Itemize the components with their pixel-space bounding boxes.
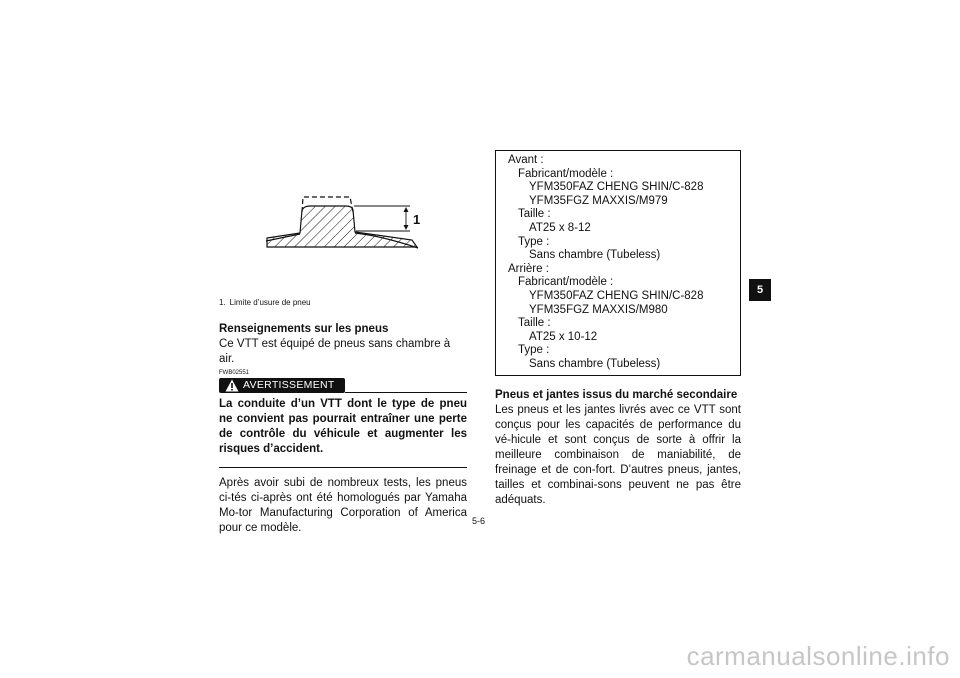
- front-maker-1: YFM350FAZ CHENG SHIN/C-828: [529, 181, 704, 194]
- page-number: 5-6: [472, 516, 486, 526]
- rear-type-label: Type :: [518, 344, 550, 357]
- tire-spec-box: [495, 150, 741, 376]
- front-type-label: Type :: [518, 235, 550, 248]
- rear-label: Arrière :: [508, 262, 549, 275]
- warning-header: [219, 378, 467, 396]
- front-size-label: Taille :: [518, 208, 551, 221]
- warning-triangle-icon: [225, 379, 239, 392]
- rear-size-label: Taille :: [518, 317, 551, 330]
- warning-rule-top: [345, 392, 467, 393]
- warning-label: AVERTISSEMENT: [243, 379, 335, 391]
- front-label: Avant :: [508, 154, 544, 166]
- front-type: Sans chambre (Tubeless): [529, 249, 661, 262]
- warning-badge: [219, 378, 345, 393]
- right-column: [495, 388, 741, 508]
- rear-maker-label: Fabricant/modèle :: [518, 276, 614, 289]
- rear-maker-2: YFM35FGZ MAXXIS/M980: [529, 303, 668, 316]
- diagram-callout: 1: [413, 212, 421, 227]
- front-size: AT25 x 8-12: [529, 221, 591, 234]
- tire-info-heading: Renseignements sur les pneus: [219, 323, 389, 335]
- homologation-text: Après avoir subi de nombreux tests, les pneus ci-tés ci-après ont été homologués par Yamaha Mo-tor Manufacturing Corporation of America pour ce modèle.: [219, 477, 467, 534]
- watermark: carmanualsonline.info: [686, 641, 950, 671]
- caption-text: Limite d’usure de pneu: [229, 298, 311, 307]
- aftermarket-text: Les pneus et les jantes livrés avec ce VTT sont conçus pour les capacités de performance du vé-hicule et sont conçus de sorte à offrir la meilleure combinaison de maniabilité, de freinage et de con-fort. D’autres pneus, jantes, tailles et combinai-sons peuvent ne pas être adéquats.: [495, 404, 741, 506]
- tire-info-intro: Ce VTT est équipé de pneus sans chambre à air.: [219, 338, 451, 365]
- rear-maker-1: YFM350FAZ CHENG SHIN/C-828: [529, 289, 704, 302]
- front-maker-label: Fabricant/modèle :: [518, 167, 614, 180]
- warning-text: La conduite d’un VTT dont le type de pneu ne convient pas pourrait entraîner une perte de contrôle du véhicule et augmenter les risques d’accident.: [219, 398, 467, 455]
- warning-rule-bottom: [219, 467, 467, 468]
- tread-wear-diagram: [262, 190, 462, 270]
- reference-code: FWB02551: [219, 370, 250, 376]
- caption-number: 1.: [219, 298, 226, 307]
- section-tab: 5: [749, 279, 771, 301]
- left-column: [219, 322, 467, 536]
- aftermarket-heading: Pneus et jantes issus du marché secondaire: [495, 389, 738, 401]
- rear-type: Sans chambre (Tubeless): [529, 357, 661, 370]
- front-maker-2: YFM35FGZ MAXXIS/M979: [529, 194, 668, 207]
- rear-size: AT25 x 10-12: [529, 330, 598, 343]
- figure-caption: [219, 298, 311, 307]
